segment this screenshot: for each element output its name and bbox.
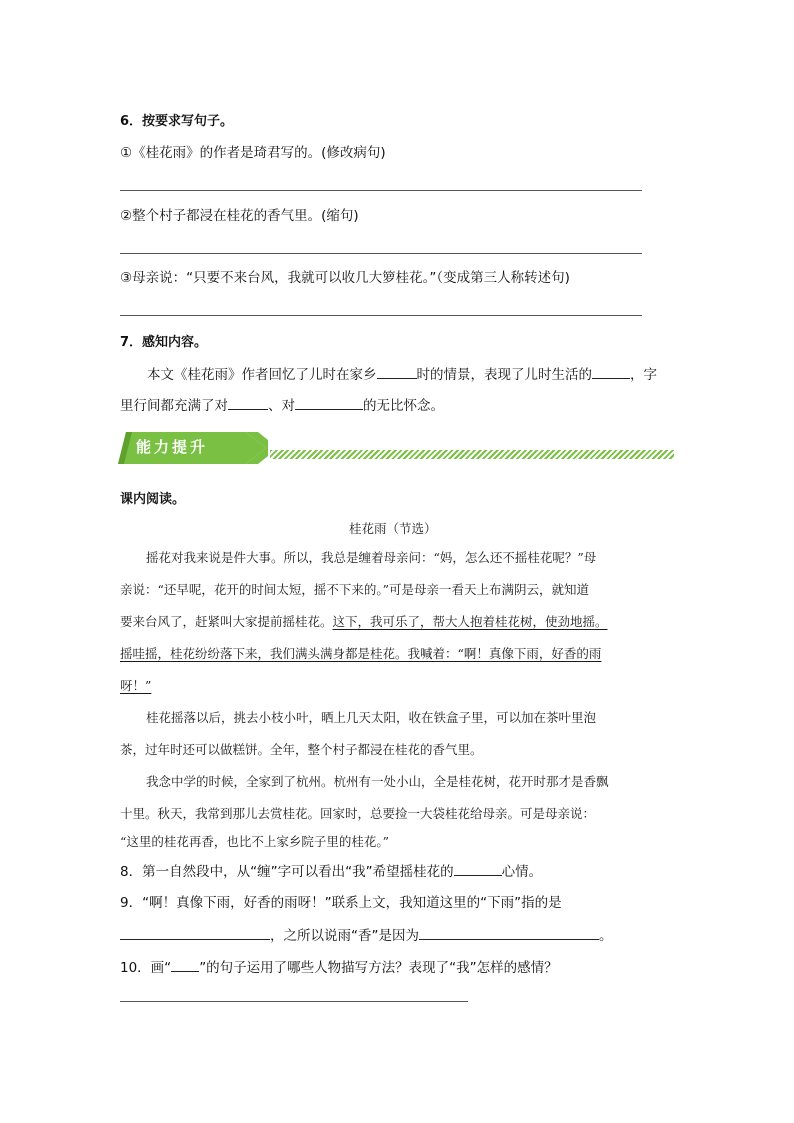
q9-text: ，之所以说雨“香”是因为 xyxy=(270,928,419,944)
q8-text: 心情。 xyxy=(501,864,543,880)
q10-text: ”的句子运用了哪些人物描写方法？表现了“我”怎样的感情？ xyxy=(199,960,558,976)
passage-line: 十里。秋天，我常到那儿去赏桂花。回家时，总要捡一大袋桂花给母亲。可是母亲说： xyxy=(120,806,596,821)
reading-heading: 课内阅读。 xyxy=(120,492,186,507)
answer-line[interactable] xyxy=(120,1001,468,1002)
fill-blank[interactable] xyxy=(120,925,270,940)
passage-line: 亲说：“还早呢，花开的时间太短，摇不下来的。”可是母亲一看天上布满阴云，就知道 xyxy=(120,582,590,597)
passage-line: 茶，过年时还可以做糕饼。全年，整个村子都浸在桂花的香气里。 xyxy=(120,742,483,757)
q7-title: 7．感知内容。 xyxy=(120,335,208,350)
fill-blank[interactable] xyxy=(228,395,268,410)
q7-line-1 xyxy=(147,364,657,385)
fill-blank[interactable] xyxy=(592,364,630,379)
passage-line: 摇花对我来说是件大事。所以，我总是缠着母亲问：“妈，怎么还不摇桂花呢？”母 xyxy=(146,550,597,565)
q9-text: 。 xyxy=(599,928,613,944)
q8 xyxy=(120,861,542,882)
section-banner xyxy=(118,430,676,466)
q7-text: 、对 xyxy=(268,398,295,414)
q7-text: 里行间都充满了对 xyxy=(120,398,228,414)
answer-line[interactable] xyxy=(120,315,642,316)
q7-line-2 xyxy=(120,395,444,416)
underlined-sentence: 呀！” xyxy=(120,678,152,693)
q8-text: 8．第一自然段中，从“缠”字可以看出“我”希望摇桂花的 xyxy=(120,864,454,880)
q7-text: 时的情景，表现了儿时生活的 xyxy=(416,367,592,383)
q10 xyxy=(120,957,558,978)
banner-label: 能力提升 xyxy=(136,438,209,456)
fill-blank[interactable] xyxy=(419,925,599,940)
passage-line: 我念中学的时候，全家到了杭州。杭州有一处小山，全是桂花树，花开时那才是香飘 xyxy=(146,774,609,789)
q6-title: 6．按要求写句子。 xyxy=(120,114,234,129)
q7-text: 的无比怀念。 xyxy=(363,398,444,414)
underlined-sentence: 这下，我可乐了，帮大人抱着桂花树，使劲地摇。 xyxy=(332,614,608,629)
underlined-sentence: 摇哇摇，桂花纷纷落下来，我们满头满身都是桂花。我喊着：“啊！真像下雨，好香的雨 xyxy=(120,646,602,661)
q6-item-1: ①《桂花雨》的作者是琦君写的。(修改病句) xyxy=(120,145,386,161)
fill-blank[interactable] xyxy=(295,395,363,410)
q10-text: 10．画“ xyxy=(120,960,172,976)
fill-blank[interactable] xyxy=(377,364,417,379)
q7-text: ，字 xyxy=(630,367,657,383)
passage-line: 桂花摇落以后，挑去小枝小叶，晒上几天太阳，收在铁盒子里，可以加在茶叶里泡 xyxy=(146,710,597,725)
passage-line xyxy=(120,612,608,630)
q6-item-2: ②整个村子都浸在桂花的香气里。(缩句) xyxy=(120,208,359,224)
banner-stripes xyxy=(270,450,674,459)
passage-title: 桂花雨（节选） xyxy=(349,521,437,536)
q9-line-1: 9．“啊！真像下雨，好香的雨呀！”联系上文，我知道这里的“下雨”指的是 xyxy=(120,895,562,911)
answer-line[interactable] xyxy=(120,190,642,191)
q9-line-2 xyxy=(120,925,613,946)
fill-blank[interactable] xyxy=(454,861,502,876)
passage-line: “这里的桂花再香，也比不上家乡院子里的桂花。” xyxy=(120,834,390,849)
q6-item-3: ③母亲说：“只要不来台风，我就可以收几大箩桂花。”（变成第三人称转述句) xyxy=(120,270,570,286)
q7-text: 本文《桂花雨》作者回忆了儿时在家乡 xyxy=(147,367,377,383)
passage-text: 要来台风了，赶紧叫大家提前摇桂花。 xyxy=(120,614,333,629)
answer-line[interactable] xyxy=(120,253,642,254)
underline-sample xyxy=(171,957,199,972)
